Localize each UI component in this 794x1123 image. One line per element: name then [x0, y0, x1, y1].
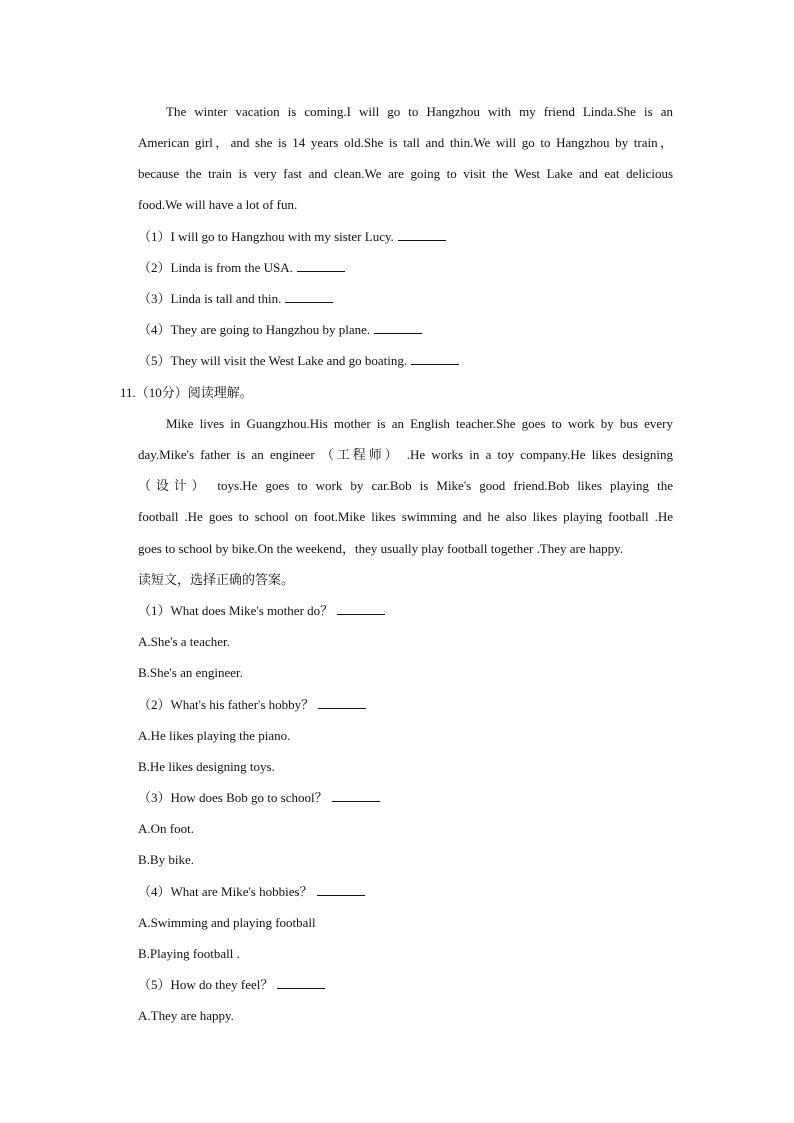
answer-blank[interactable]: [398, 228, 446, 241]
option-1b: B.She's an engineer.: [138, 665, 243, 680]
passage1-line-1: The winter vacation is coming.I will go to Hangzhou with my friend Linda.She is an: [166, 104, 673, 119]
answer-blank[interactable]: [411, 352, 459, 365]
option-3b: B.By bike.: [138, 852, 194, 867]
question-text: （4）What are Mike's hobbies？: [138, 884, 313, 899]
option-2a: A.He likes playing the piano.: [138, 728, 291, 743]
passage1-question-2: [138, 259, 345, 277]
answer-blank[interactable]: [332, 789, 380, 802]
answer-blank[interactable]: [374, 321, 422, 334]
answer-blank[interactable]: [337, 602, 385, 615]
question-1: [138, 602, 385, 620]
section-heading: 11.（10分）阅读理解。: [120, 385, 253, 400]
option-1a: A.She's a teacher.: [138, 634, 230, 649]
passage2-line-2: day.Mike's father is an engineer （工程师） .He works in a toy company.He likes designing: [138, 447, 673, 462]
option-5a: A.They are happy.: [138, 1008, 234, 1023]
question-text: （5）How do they feel？: [138, 977, 274, 992]
passage1-question-4: [138, 321, 422, 339]
question-text: （3）How does Bob go to school？: [138, 790, 328, 805]
option-4b: B.Playing football .: [138, 946, 240, 961]
option-3a: A.On foot.: [138, 821, 194, 836]
question-4: [138, 883, 365, 901]
question-text: （5）They will visit the West Lake and go boating.: [138, 353, 408, 368]
passage1-line-2: American girl，and she is 14 years old.She is tall and thin.We will go to Hangzhou by train，: [138, 135, 673, 150]
answer-blank[interactable]: [317, 883, 365, 896]
passage2-line-5: goes to school by bike.On the weekend，they usually play football together .They are happy.: [138, 541, 624, 556]
answer-blank[interactable]: [318, 696, 366, 709]
passage1-line-4: food.We will have a lot of fun.: [138, 197, 298, 212]
passage2-line-3: （设计） toys.He goes to work by car.Bob is Mike's good friend.Bob likes playing the: [138, 478, 673, 493]
answer-blank[interactable]: [277, 976, 325, 989]
option-2b: B.He likes designing toys.: [138, 759, 275, 774]
question-3: [138, 789, 380, 807]
answer-blank[interactable]: [297, 259, 345, 272]
question-text: （4）They are going to Hangzhou by plane.: [138, 322, 371, 337]
question-5: [138, 976, 325, 994]
passage1-question-3: [138, 290, 333, 308]
answer-blank[interactable]: [285, 290, 333, 303]
passage1-question-1: [138, 228, 446, 246]
passage2-line-4: football .He goes to school on foot.Mike likes swimming and he also likes playing football .He: [138, 509, 673, 524]
passage2-line-1: Mike lives in Guangzhou.His mother is an English teacher.She goes to work by bus every: [166, 416, 673, 431]
question-text: （3）Linda is tall and thin.: [138, 291, 282, 306]
question-text: （1）I will go to Hangzhou with my sister Lucy.: [138, 229, 394, 244]
option-4a: A.Swimming and playing football: [138, 915, 316, 930]
question-2: [138, 696, 366, 714]
instruction: 读短文，选择正确的答案。: [138, 572, 295, 587]
question-text: （2）What's his father's hobby？: [138, 697, 315, 712]
passage1-line-3: because the train is very fast and clean.We are going to visit the West Lake and eat delicious: [138, 166, 673, 181]
question-text: （2）Linda is from the USA.: [138, 260, 293, 275]
question-text: （1）What does Mike's mother do？: [138, 603, 334, 618]
passage1-question-5: [138, 352, 459, 370]
